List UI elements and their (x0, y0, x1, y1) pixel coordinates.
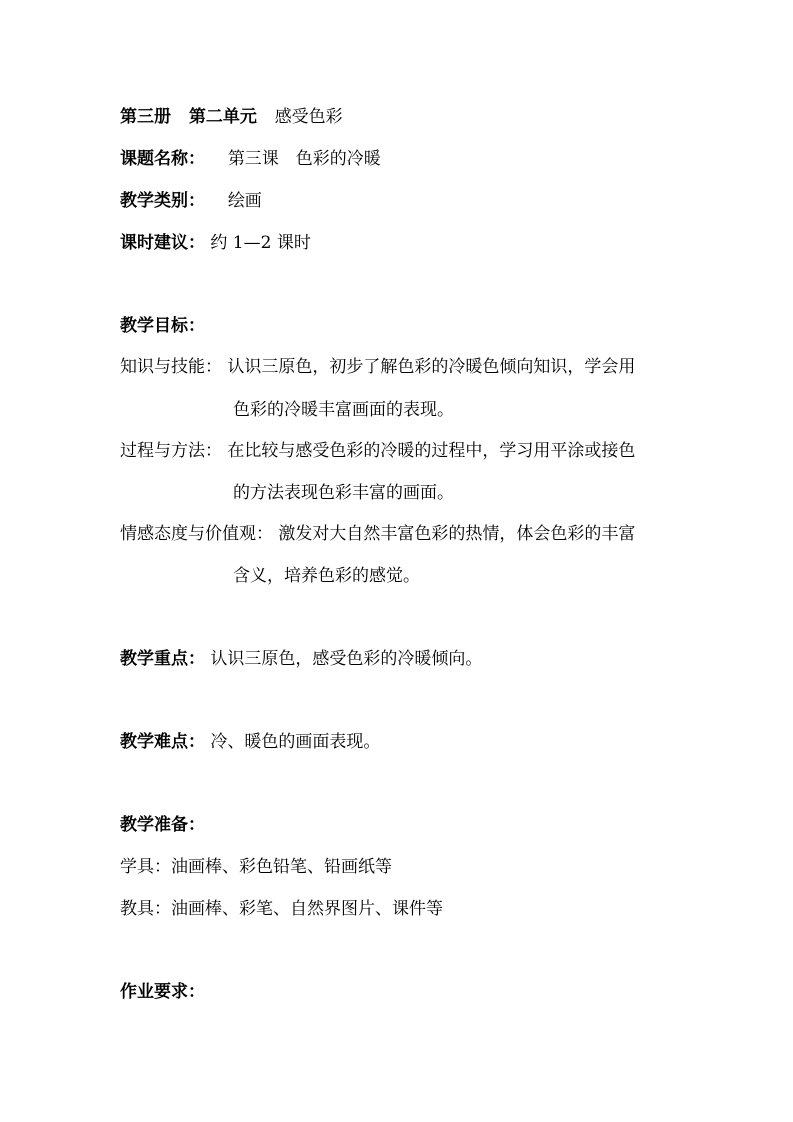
homework-title: 作业要求： (120, 982, 205, 1002)
process-label: 过程与方法： (120, 441, 222, 461)
process-text-1: 在比较与感受色彩的冷暖的过程中，学习用平涂或接色 (227, 441, 636, 461)
category-value: 绘画 (227, 191, 262, 211)
lesson-name-label: 课题名称： (120, 149, 205, 169)
difficulty-value: 冷、暖色的画面表现。 (210, 732, 381, 752)
key-point-label: 教学重点： (120, 649, 205, 669)
objective-emotion (120, 523, 635, 545)
process-text-2: 的方法表现色彩丰富的画面。 (233, 483, 454, 503)
key-point-value: 认识三原色，感受色彩的冷暖倾向。 (210, 649, 483, 669)
header-line (120, 106, 343, 128)
emotion-text-2: 含义，培养色彩的感觉。 (233, 566, 420, 586)
category-label: 教学类别： (120, 191, 205, 211)
hours-label: 课时建议： (120, 233, 205, 253)
objective-process (120, 440, 635, 462)
difficulty-label: 教学难点： (120, 732, 205, 752)
hours-line (120, 232, 311, 254)
theme-label: 感受色彩 (274, 107, 343, 127)
unit-label: 第二单元 (188, 107, 257, 127)
category-line (120, 190, 262, 212)
objective-knowledge (120, 356, 635, 378)
knowledge-text-2: 色彩的冷暖丰富画面的表现。 (233, 400, 454, 420)
hours-value: 约 1—2 课时 (210, 233, 311, 253)
knowledge-text-1: 认识三原色，初步了解色彩的冷暖色倾向知识，学会用 (227, 357, 636, 377)
emotion-label: 情感态度与价值观： (120, 524, 273, 544)
knowledge-label: 知识与技能： (120, 357, 222, 377)
lesson-name-line (120, 148, 381, 170)
preparation-title: 教学准备： (120, 815, 205, 835)
difficulty-line (120, 731, 380, 753)
objectives-title: 教学目标： (120, 316, 205, 336)
book-label: 第三册 (120, 107, 171, 127)
key-point-line (120, 648, 482, 670)
student-materials: 学具：油画棒、彩色铅笔、铅画纸等 (120, 857, 392, 877)
lesson-name-value: 第三课 色彩的冷暖 (227, 149, 381, 169)
emotion-text-1: 激发对大自然丰富色彩的热情，体会色彩的丰富 (278, 524, 636, 544)
teacher-materials: 教具：油画棒、彩笔、自然界图片、课件等 (120, 899, 443, 919)
